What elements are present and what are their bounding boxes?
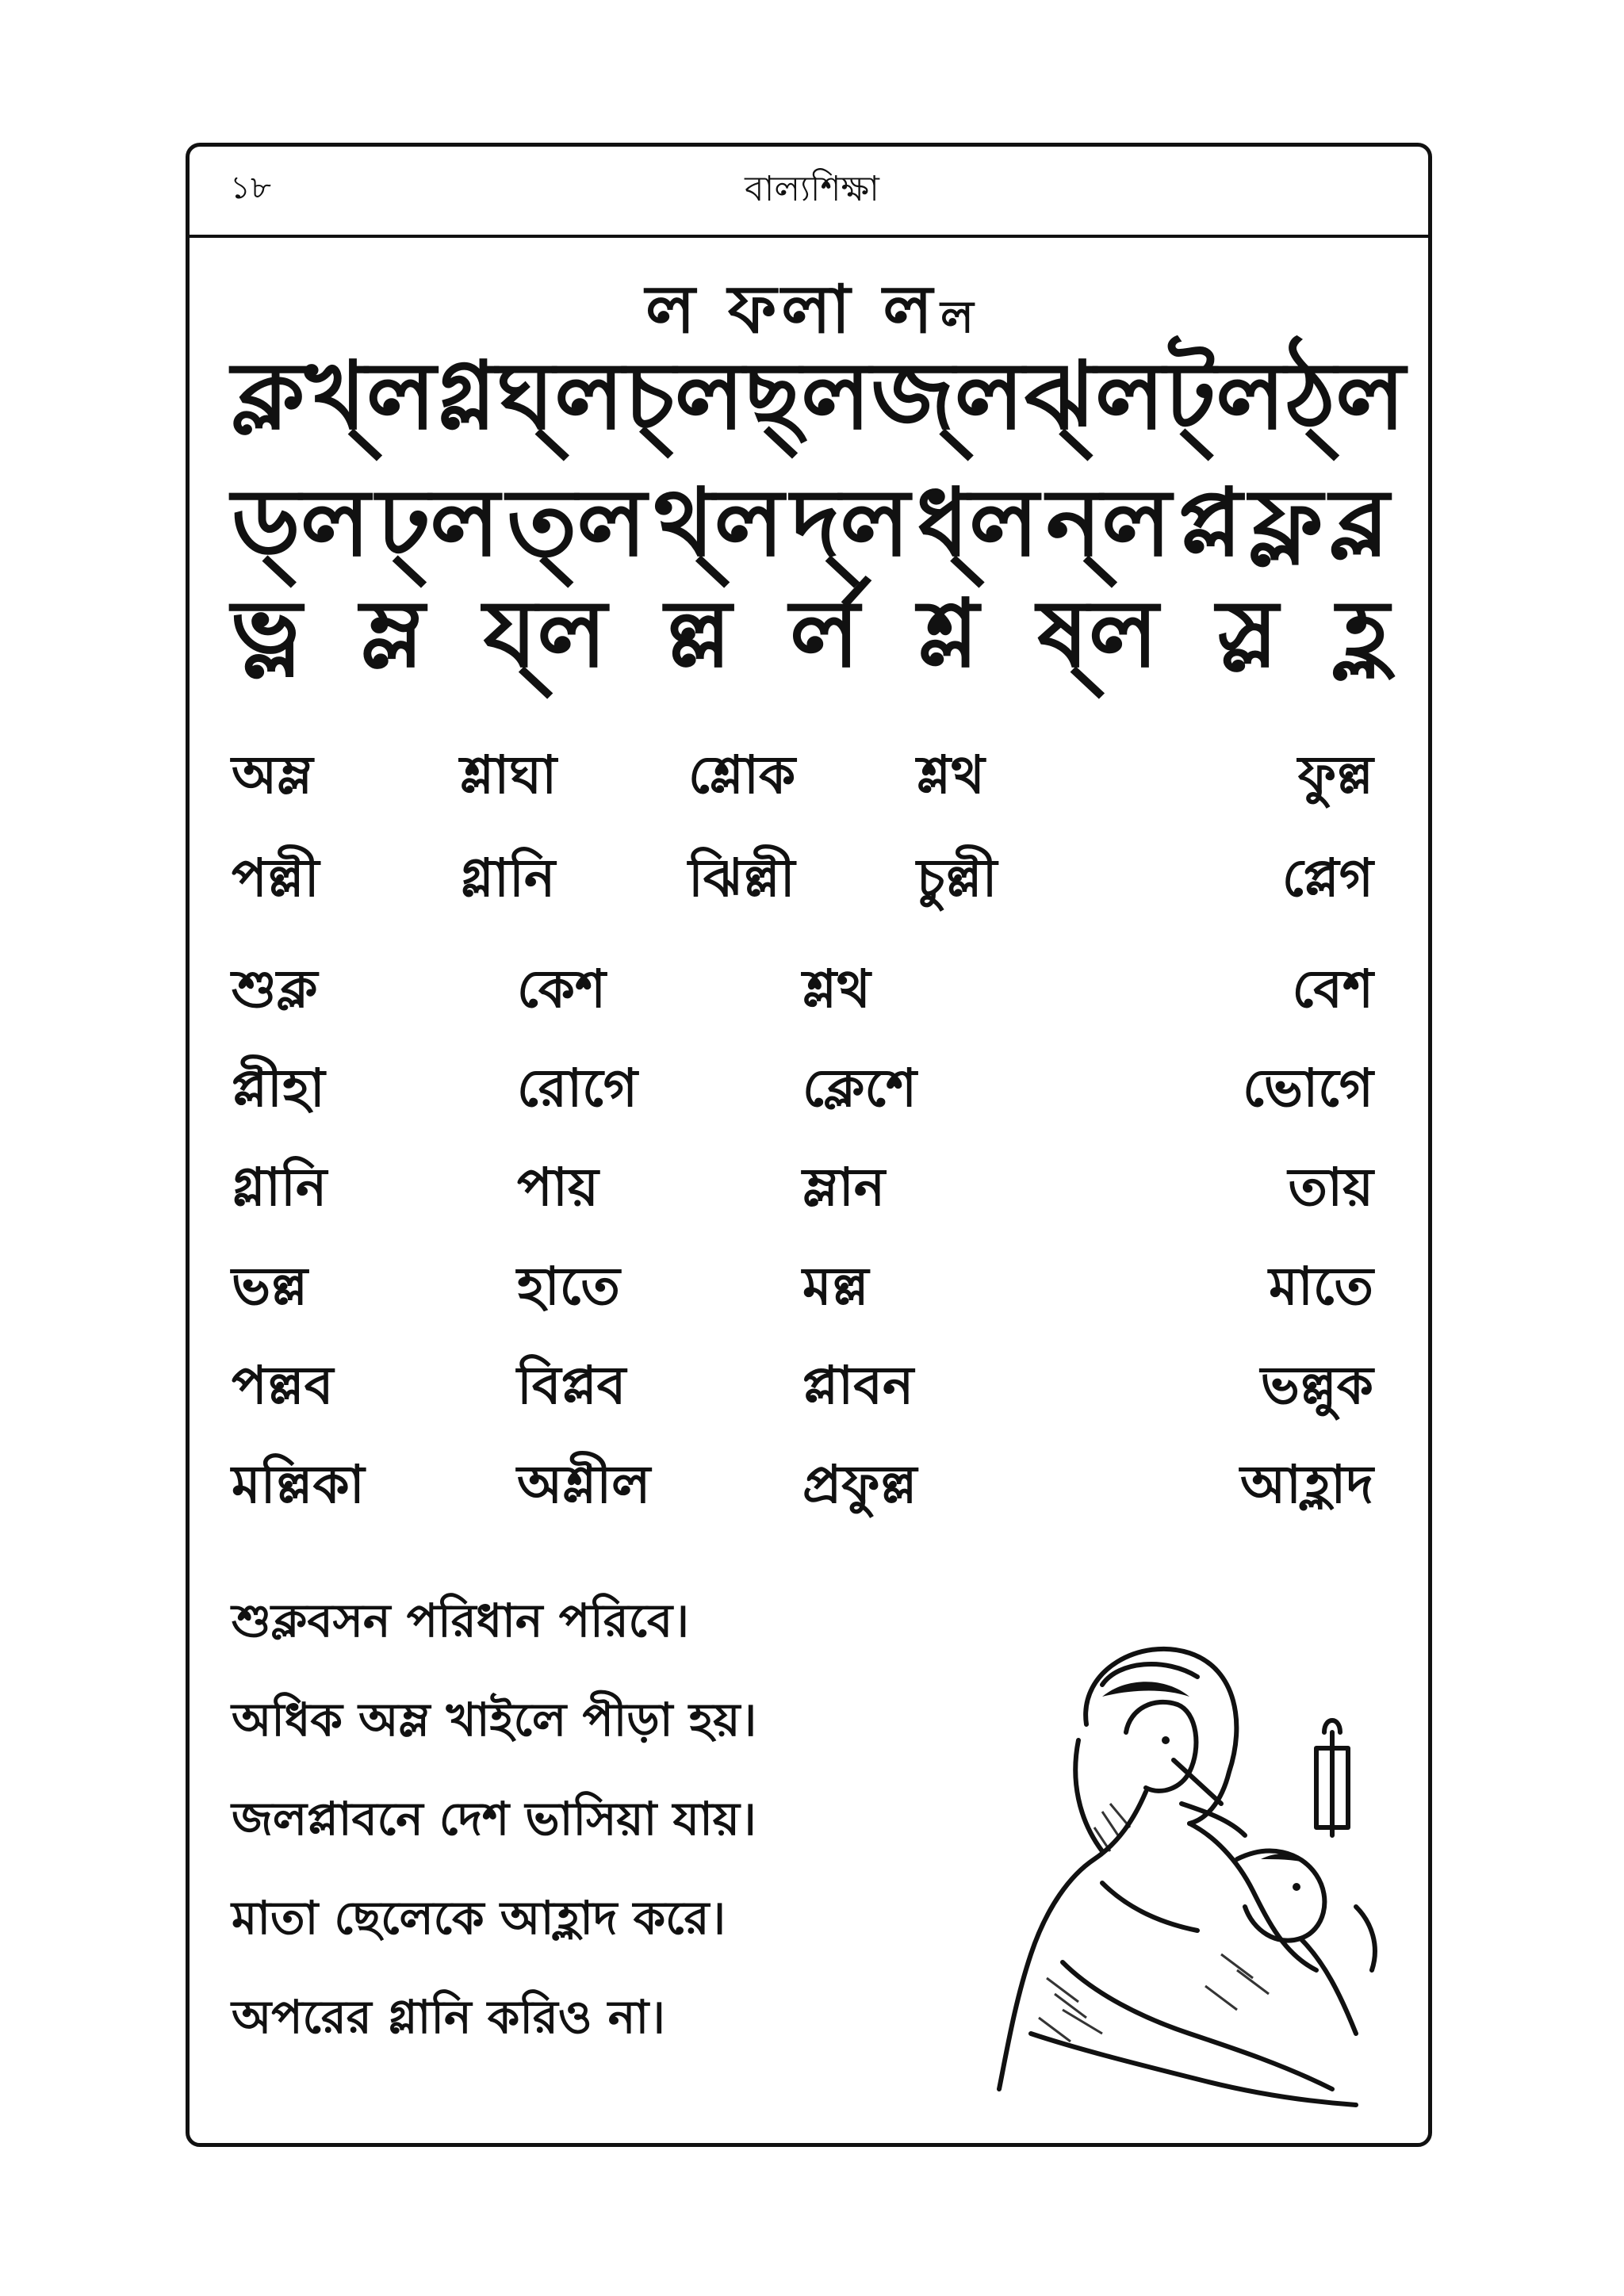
sentence-5: অপরের গ্লানি করিও না। [232,1990,665,2044]
sentence-1: শুক্লবসন পরিধান পরিবে। [232,1594,689,1647]
sentence-3: জলপ্লাবনে দেশ ভাসিয়া যায়। [232,1792,756,1846]
word: আহ্লাদ [1240,1454,1373,1515]
word: ঝিল্লী [688,848,795,909]
word: শ্লাঘা [460,744,557,806]
conjunct-letter: স্ল [1216,579,1279,688]
word: অশ্লীল [517,1454,651,1515]
word: ভোগে [1243,1058,1373,1119]
word-row-5 [232,1157,1373,1218]
conjunct-letter: ষ্ল [1036,579,1159,688]
conjunct-letter: ঢ্ল [377,468,500,577]
lesson-heading-text: ল ফলা ল [645,270,938,348]
word: ম্লান [802,1157,886,1218]
word: মাতে [1269,1256,1373,1317]
conjunct-letter: ল্ল [665,579,732,688]
word: গ্লানি [232,1157,327,1218]
conjunct-letter: ম্ল [360,579,425,688]
header-divider [186,235,1432,238]
sentence-2: অধিক অম্ল খাইলে পীড়া হয়। [232,1693,757,1747]
conjunct-letter: ন্ল [1045,468,1172,577]
word: ফুল্ল [1297,744,1373,806]
word: ক্লেশে [802,1058,917,1119]
word: প্লাবন [802,1355,914,1416]
word-row-3 [232,959,1373,1020]
sentence-4: মাতা ছেলেকে আহ্লাদ করে। [232,1891,726,1945]
word: প্লেগ [1281,848,1373,909]
conjunct-letter: ফ্ল [1249,468,1323,577]
word: পল্লব [232,1355,334,1416]
conjunct-letter: শ্ল [917,579,979,688]
conjunct-letter: ট্ল [1164,341,1286,450]
conjunct-letter: ছ্ল [744,341,871,450]
conjunct-letter: ত্ল [507,468,647,577]
page-number: ১৮ [230,170,271,206]
word: কেশ [517,959,607,1020]
conjunct-letter: খ্ল [304,341,436,450]
word: মল্ল [802,1256,869,1317]
word: গ্লানি [460,848,556,909]
word-row-7 [232,1355,1373,1416]
word: তায় [1288,1157,1373,1218]
conjunct-letter: য্ল [483,579,607,688]
conjunct-letter: থ্ল [653,468,784,577]
word: প্লীহা [232,1058,325,1119]
conjunct-letter: হ্ল [1336,579,1389,688]
word: অম্ল [232,744,313,806]
word: শ্লথ [802,959,871,1020]
conjunct-letter: চ্ল [624,341,745,450]
word: বেশ [1292,959,1373,1020]
conjunct-letter: ধ্ল [917,468,1040,577]
conjunct-letter: দ্ল [791,468,910,577]
conjunct-letter: ভ্ল [232,579,302,688]
word: বিপ্লব [517,1355,626,1416]
word-row-4 [232,1058,1373,1119]
word: ভল্ল [232,1256,308,1317]
word: প্রফুল্ল [802,1454,917,1515]
conjunct-letter: র্ল [790,579,860,688]
conjunct-row-2 [232,468,1389,577]
conjunct-letter: ঝ্ল [1024,341,1165,450]
conjunct-row-3 [232,579,1389,688]
conjunct-row-1 [232,341,1406,450]
word: শ্লোক [688,744,796,806]
conjunct-letter: ড্ল [232,468,370,577]
word-row-8 [232,1454,1373,1515]
conjunct-letter: ঠ্ল [1285,341,1406,450]
word: মল্লিকা [232,1454,365,1515]
word: পায় [517,1157,599,1218]
word: চুল্লী [917,848,998,909]
conjunct-letter: ক্ল [232,341,305,450]
conjunct-letter: ঘ্ল [496,341,625,450]
word: পল্লী [232,848,320,909]
conjunct-letter: জ্ল [871,341,1025,450]
lesson-heading-mark: ল [940,292,979,343]
conjunct-letter: ব্ল [1329,468,1389,577]
word-row-2 [232,848,1373,909]
word: ভল্লুক [1260,1355,1373,1416]
word: শুক্ল [232,959,318,1020]
mother-feeding-child-illustration [983,1621,1396,2113]
word-row-1 [232,744,1373,806]
word: হাতে [517,1256,620,1317]
word: রোগে [517,1058,638,1119]
conjunct-letter: গ্ল [435,341,497,450]
word-row-6 [232,1256,1373,1317]
word: শ্লথ [917,744,985,806]
book-title: বাল্যশিক্ষা [745,169,879,209]
conjunct-letter: প্ল [1178,468,1243,577]
